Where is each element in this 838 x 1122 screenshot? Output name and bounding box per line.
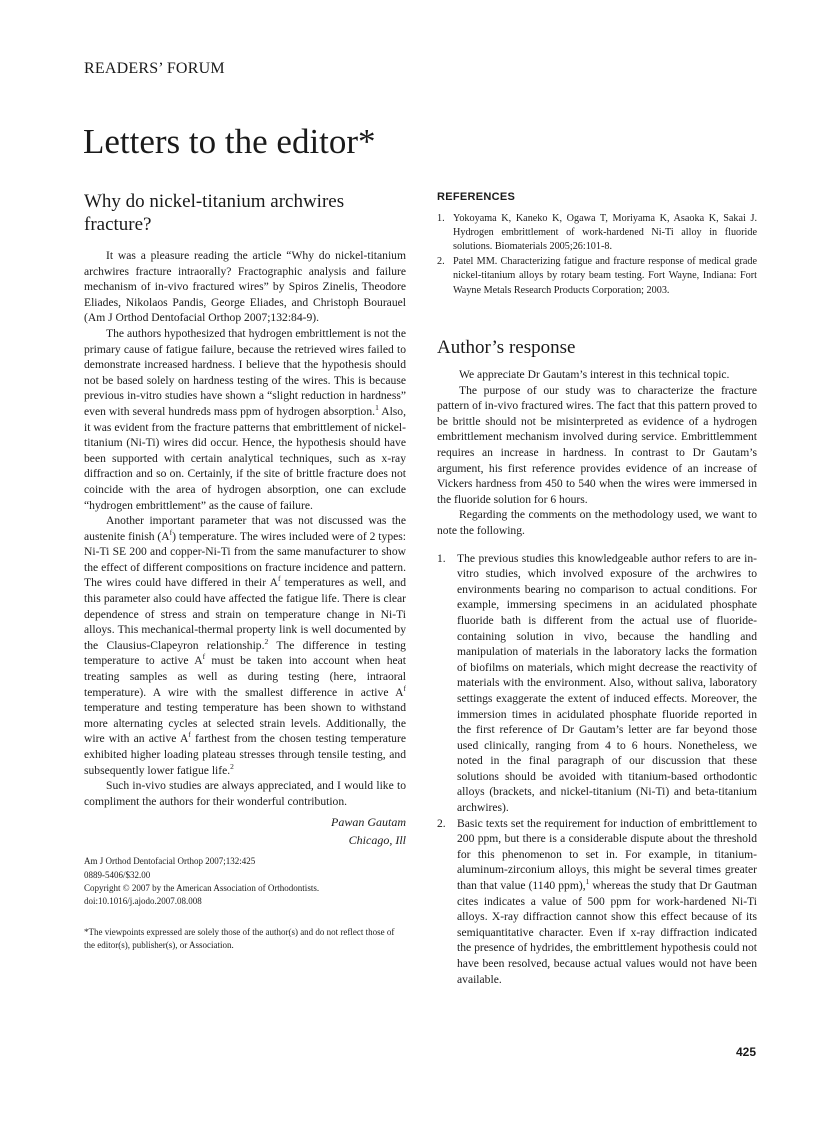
superscript-f: f <box>277 574 281 584</box>
paragraph-text: temperature and testing temperature has been shown to withstand more alternating cycles at selected strain levels. Additionally, the wire with an active A <box>84 701 406 746</box>
author-location: Chicago, Ill <box>348 833 406 848</box>
point-text: The previous studies this knowledgeable author refers to are in-vitro studies, which involved exposure of the archwires to environments bearing no comparison to actual conditions. For example, immersing specimens in an acidulated phosphate fluoride bath is different from the actual use of fluoride-containing solution in vivo, because the handling and manipulation of materials in the laboratory lacks the formation of biofilms on materials, which might decrease the reactivity of materials with the environment. Also, without saliva, laboratory settings exaggerate the extent of induced effects. Moreover, the immersion times in acidulated phosphate fluoride reported in the first reference of Dr Gautam’s letter are far beyond those used clinically, ranging from 4 to 6 hours. Nonetheless, we noted in the final paragraph of our discussion that these solutions should be avoided with titanium-based orthodontic alloys (brackets, and nickel-titanium (Ni-Ti) and beta-titanium archwires). <box>457 551 757 815</box>
point-text: Basic texts set the requirement for induction of embrittlement to 200 ppm, but there is a considerable dispute about the threshold for this phenomenon to set in. For example, in titanium-aluminum-zirconium alloys, this might be several times greater than that value (1140 ppm), <box>457 816 757 893</box>
reference-number: 1. <box>437 212 445 224</box>
citation-copyright: Copyright © 2007 by the American Association of Orthodontists. <box>84 882 320 893</box>
citation-block <box>84 855 406 908</box>
paragraph-text: It was a pleasure reading the article “Why do nickel-titanium archwires fracture intraorally? Fractographic analysis and failure mechanism of in-vivo fractured wires” by Spiros Zinelis, Theodore Eliades, Nikolaos Pandis, George Eliades, and Christoph Bourauel (Am J Orthod Dentofacial Orthop 2007;132:84-9). <box>84 249 406 325</box>
right-column <box>437 190 757 987</box>
paragraph-text: The authors hypothesized that hydrogen embrittlement is not the primary cause of fatigue failure, because the retrieved wires failed to demonstrate increased hardness. I believe that the hypothesis should not be based solely on hardness testing of the wires. This is because previous in-vitro studies have shown a “slight reduction in hardness” even with several hundreds mass ppm of hydrogen absorption. <box>84 326 406 418</box>
response-points <box>437 551 757 988</box>
paragraph-text: Such in-vivo studies are always appreciated, and I would like to compliment the authors for their wonderful contribution. <box>84 779 406 808</box>
section-label: READERS’ FORUM <box>84 60 225 77</box>
response-paragraph: The purpose of our study was to characterize the fracture pattern of in-vivo fractured wires. The fact that this pattern proved to be brittle should not be misinterpreted as evidence of a hydrogen embrittlement mechanism involved during service. Embrittlemment requires an increase in hardness. In contrast to Dr Gautam’s argument, his first reference provides evidence of an increase of Vickers hardness from 450 to 540 when the wires were immersed in the fluoride solution for 6 hours. <box>437 383 757 506</box>
paragraph-text: ) temperature. The wires included were of 2 types: Ni-Ti SE 200 and copper-Ni-Ti from the same manufacturer to show the effect of different compositions on fracture incidence and pattern. The wires could have differed in their A <box>84 529 406 590</box>
response-paragraph: Regarding the comments on the methodology used, we want to note the following. <box>437 508 757 537</box>
letter-paragraph <box>84 778 406 809</box>
response-title: Author’s response <box>437 337 576 359</box>
reference-text: Yokoyama K, Kaneko K, Ogawa T, Moriyama K, Asaoka K, Sakai J. Hydrogen embrittlement of work-hardened Ni-Ti alloy in fluoride solutions. Biomaterials 2005;26:101-8. <box>453 212 757 253</box>
citation-journal: Am J Orthod Dentofacial Orthop 2007;132:425 <box>84 856 256 867</box>
paragraph-text: must be taken into account when heat treating samples as well as during testing (here, intraoral temperature). A wire with the smallest difference in active A <box>84 654 406 699</box>
superscript-f: f <box>188 730 191 740</box>
signature <box>84 813 406 849</box>
reference-number: 2. <box>437 255 445 267</box>
reference-superscript[interactable]: 2 <box>264 636 269 646</box>
letter-paragraph <box>84 326 406 513</box>
page-number: 425 <box>735 1045 756 1059</box>
letter-paragraph <box>84 513 406 778</box>
author-name: Pawan Gautam <box>331 815 406 830</box>
reference-text: Patel MM. Characterizing fatigue and fracture response of medical grade nickel-titanium alloys by rotary beam testing. Fort Wayne, Indiana: Fort Wayne Metals Research Products Corporation; 2003. <box>453 255 757 296</box>
letter-title: Why do nickel-titanium archwires fracture? <box>84 191 345 235</box>
point-number: 1. <box>437 551 446 565</box>
paragraph-text: Another important parameter that was not discussed was the austenite finish (A <box>84 514 406 543</box>
reference-superscript[interactable]: 1 <box>585 877 590 887</box>
page-title: Letters to the editor* <box>83 122 376 161</box>
response-paragraph: We appreciate Dr Gautam’s interest in this technical topic. <box>459 368 730 382</box>
letter-column <box>84 190 406 953</box>
reference-superscript[interactable]: 1 <box>375 402 379 412</box>
response-point <box>437 551 757 816</box>
footnote: *The viewpoints expressed are solely those of the author(s) and do not reflect those of the editor(s), publisher(s), or Association. <box>84 927 395 951</box>
reference-item <box>437 212 757 255</box>
point-number: 2. <box>437 816 446 830</box>
superscript-f: f <box>169 527 173 537</box>
response-point <box>437 816 757 988</box>
point-text: whereas the study that Dr Gautman cites indicates a value of 500 ppm for work-hardened Ni-Ti alloys. X-ray diffraction cannot show this effect because of its semiquantitative character. Even if x-ray diffraction indicated the presence of hydrides, the embrittlement hypothesis could not have been resolved, because actual values would not have been available. <box>457 879 757 986</box>
paragraph-text: Also, it was evident from the fracture patterns that embrittlement of nickel-titanium (Ni-Ti) wires did occur. Hence, the hypothesis should have been supported with certain analytical techniques, such as x-ray diffraction and so on. Certainly, if the site of brittle fracture does not coincide with the area of hydrogen absorption, one can exclude “hydrogen embrittlement” as the cause of failure. <box>84 404 407 512</box>
reference-superscript[interactable]: 2 <box>230 761 234 771</box>
paragraph-text: farthest from the chosen testing temperature exhibited higher loading plateau stresses through tensile testing, and subsequently lower fatigue life. <box>84 732 406 777</box>
superscript-f: f <box>403 683 406 693</box>
references-heading: REFERENCES <box>437 191 516 203</box>
references-list <box>437 212 757 298</box>
letter-paragraph <box>84 248 406 326</box>
reference-item <box>437 255 757 298</box>
paragraph-text: The difference in testing temperature to active A <box>84 638 406 668</box>
citation-doi[interactable]: doi:10.1016/j.ajodo.2007.08.008 <box>84 895 202 906</box>
paragraph-text: temperatures as well, and this parameter also could have affected the fatigue life. There is clear dependence of stress and strain on temperature change in Ni-Ti alloys. This mechanical-thermal property link is well documented by the Clausius-Clapeyron relationship. <box>84 576 406 652</box>
superscript-f: f <box>202 652 206 662</box>
citation-issn: 0889-5406/$32.00 <box>84 869 151 880</box>
